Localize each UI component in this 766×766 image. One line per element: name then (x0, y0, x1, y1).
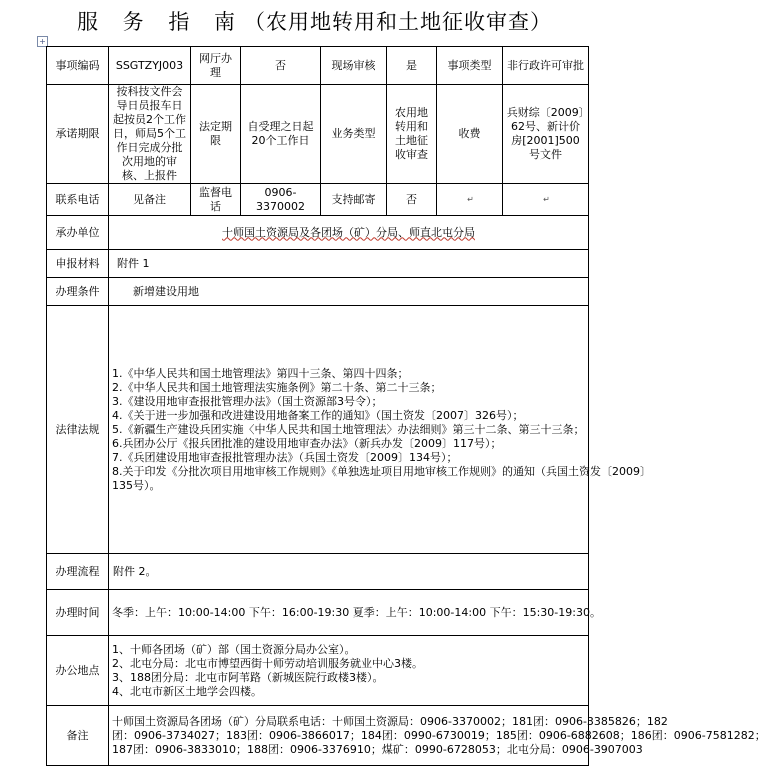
note-line: 187团：0906-3833010；188团：0906-3376910；煤矿：0990-6728053；北屯分局：0906-3907003 (112, 742, 643, 756)
legal-period-label: 法定期限 (191, 85, 241, 184)
supervise-phone: 0906-3370002 (241, 184, 321, 216)
conditions-value: 新增建设用地 (109, 278, 589, 306)
business-type-value: 农用地转用和土地征收审查 (387, 85, 437, 184)
online-value: 否 (241, 47, 321, 85)
service-guide-table (46, 46, 766, 766)
legal-period-value: 自受理之日起20个工作日 (241, 85, 321, 184)
row-conditions (47, 278, 589, 306)
row-deadlines (47, 85, 589, 184)
unit-label: 承办单位 (47, 216, 109, 250)
code-label: 事项编码 (47, 47, 109, 85)
fee-value: 兵财综〔2009〕62号、新计价房[2001]500号文件 (503, 85, 589, 184)
process-value: 附件 2。 (109, 554, 589, 590)
materials-label: 申报材料 (47, 250, 109, 278)
law-item: 8.关于印发《分批次项目用地审核工作规则》《单独选址项目用地审核工作规则》的通知（兵国土资发〔2009〕 (112, 464, 651, 478)
row-contact (47, 184, 589, 216)
law-item: 4.《关于进一步加强和改进建设用地备案工作的通知》（国土资发〔2007〕326号）； (112, 408, 524, 422)
contact-value: 见备注 (109, 184, 191, 216)
mail-value: 否 (387, 184, 437, 216)
row-notes (47, 706, 589, 766)
process-label: 办理流程 (47, 554, 109, 590)
laws-label: 法律法规 (47, 306, 109, 554)
law-item: 7.《兵团建设用地审查报批管理办法》（兵国土资发〔2009〕134号）； (112, 450, 458, 464)
site-review-label: 现场审核 (321, 47, 387, 85)
law-item: 5.《新疆生产建设兵团实施〈中华人民共和国土地管理法〉办法细则》第三十二条、第三十三条； (112, 422, 585, 436)
row-process (47, 554, 589, 590)
item-type-label: 事项类型 (437, 47, 503, 85)
note-line: 十师国土资源局各团场（矿）分局联系电话：十师国土资源局：0906-3370002；181团：0906-3385826；182 (112, 714, 668, 728)
law-item: 2.《中华人民共和国土地管理法实施条例》第二十条、第二十三条； (112, 380, 442, 394)
business-type-label: 业务类型 (321, 85, 387, 184)
materials-value: 附件 1 (109, 250, 589, 278)
location-item: 1、十师各团场（矿）部（国土资源分局办公室）。 (112, 642, 356, 656)
location-item: 4、北屯市新区土地学会四楼。 (112, 684, 262, 698)
row-laws (47, 306, 589, 554)
row-hours (47, 590, 589, 636)
row-materials (47, 250, 589, 278)
laws-list (109, 306, 651, 554)
conditions-label: 办理条件 (47, 278, 109, 306)
item-type-value: 非行政许可审批 (503, 47, 589, 85)
law-item: 135号）。 (112, 478, 161, 492)
law-item: 1.《中华人民共和国土地管理法》第四十三条、第四十四条； (112, 366, 409, 380)
mail-label: 支持邮寄 (321, 184, 387, 216)
empty-cell (503, 184, 589, 216)
title-sub: （农用地转用和土地征收审查） (244, 10, 553, 34)
row-basic-info (47, 47, 589, 85)
row-unit (47, 216, 589, 250)
location-item: 2、北屯分局：北屯市博望西街十师劳动培训服务就业中心3楼。 (112, 656, 423, 670)
law-item: 6.兵团办公厅《报兵团批准的建设用地审查办法》（新兵办发〔2009〕117号）； (112, 436, 502, 450)
hours-label: 办理时间 (47, 590, 109, 636)
table-move-handle-icon[interactable]: + (37, 36, 48, 47)
supervise-label: 监督电话 (191, 184, 241, 216)
row-locations (47, 636, 589, 706)
code-value: SSGTZYJ003 (109, 47, 191, 85)
unit-value (109, 216, 589, 250)
contact-label: 联系电话 (47, 184, 109, 216)
promise-value: 按科技文件会导日员报车日起按员2个工作日，师局5个工作日完成分批次用地的审核、上报件 (109, 85, 191, 184)
hours-value: 冬季：上午：10:00-14:00 下午：16:00-19:30 夏季：上午：10:00-14:00 下午：15:30-19:30。 (109, 590, 589, 636)
unit-text: 十师国土资源局及各团场（矿）分局、师直北屯分局 (222, 225, 475, 239)
title-main: 服 务 指 南 (76, 10, 245, 34)
notes-list (109, 706, 766, 766)
locations-label: 办公地点 (47, 636, 109, 706)
page-title (0, 6, 629, 36)
notes-label: 备注 (47, 706, 109, 766)
cell-end-mark: ↵ (543, 195, 550, 204)
promise-label: 承诺期限 (47, 85, 109, 184)
cell-end-mark: ↵ (467, 195, 474, 204)
law-item: 3.《建设用地审查报批管理办法》（国土资源部3号令）； (112, 394, 383, 408)
fee-label: 收费 (437, 85, 503, 184)
location-item: 3、188团分局：北屯市阿苇路（新城医院行政楼3楼）。 (112, 670, 384, 684)
site-review-value: 是 (387, 47, 437, 85)
note-line: 团：0906-3734027；183团：0906-3866017；184团：0990-6730019；185团：0906-6882608；186团：0906-7581282； (112, 728, 766, 742)
online-label: 网厅办理 (191, 47, 241, 85)
empty-cell (437, 184, 503, 216)
locations-list (109, 636, 589, 706)
